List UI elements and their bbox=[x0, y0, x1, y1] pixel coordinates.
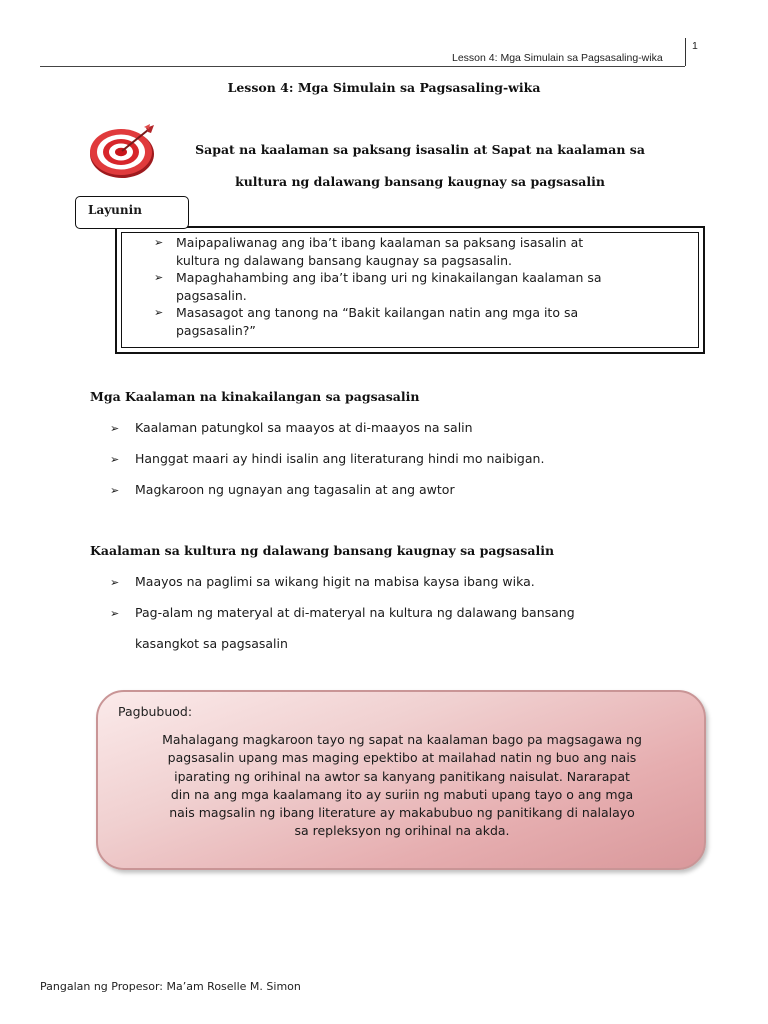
list-item-text: Magkaroon ng ugnayan ang tagasalin at ang awtor bbox=[135, 482, 455, 497]
objective-text: Maipapaliwanag ang iba’t ibang kaalaman sa paksang isasalin at bbox=[176, 235, 584, 250]
summary-line: Mahalagang magkaroon tayo ng sapat na kaalaman bago pa magsagawa ng bbox=[162, 732, 642, 747]
summary-label: Pagbubuod: bbox=[118, 704, 193, 719]
summary-paragraph bbox=[112, 731, 692, 841]
arrow-bullet-icon: ➢ bbox=[154, 236, 164, 249]
footer-professor: Pangalan ng Propesor: Ma’am Roselle M. Simon bbox=[40, 980, 301, 993]
objective-text-cont: pagsasalin. bbox=[176, 287, 247, 303]
section-heading-kaalaman: Mga Kaalaman na kinakailangan sa pagsasalin bbox=[90, 389, 420, 404]
list-item bbox=[110, 605, 575, 620]
list-item bbox=[110, 482, 455, 497]
arrow-bullet-icon: ➢ bbox=[154, 271, 164, 284]
arrow-bullet-icon: ➢ bbox=[154, 306, 164, 319]
subtitle-line-2: kultura ng dalawang bansang kaugnay sa pagsasalin bbox=[235, 174, 605, 189]
objective-text-cont: kultura ng dalawang bansang kaugnay sa pagsasalin. bbox=[176, 252, 512, 268]
list-item-continuation: kasangkot sa pagsasalin bbox=[135, 636, 288, 651]
objective-text-cont: pagsasalin?” bbox=[176, 322, 256, 338]
list-item-text: Kaalaman patungkol sa maayos at di-maayos na salin bbox=[135, 420, 473, 435]
summary-line: pagsasalin upang mas maging epektibo at mailahad natin ng buo ang nais bbox=[167, 750, 637, 766]
objective-text: Masasagot ang tanong na “Bakit kailangan natin ang mga ito sa bbox=[176, 305, 579, 320]
arrow-bullet-icon: ➢ bbox=[110, 422, 120, 435]
objectives-list bbox=[154, 234, 694, 339]
objective-text: Mapaghahambing ang iba’t ibang uri ng kinakailangan kaalaman sa bbox=[176, 270, 602, 285]
running-header: Lesson 4: Mga Simulain sa Pagsasaling-wika bbox=[452, 52, 663, 64]
section-heading-kultura: Kaalaman sa kultura ng dalawang bansang kaugnay sa pagsasalin bbox=[90, 543, 555, 558]
arrow-bullet-icon: ➢ bbox=[110, 607, 120, 620]
lesson-title: Lesson 4: Mga Simulain sa Pagsasaling-wika bbox=[227, 80, 541, 95]
objective-item bbox=[154, 304, 694, 339]
layunin-label: Layunin bbox=[88, 203, 142, 217]
page-number: 1 bbox=[692, 40, 698, 52]
page-number-divider bbox=[685, 38, 686, 66]
summary-line: iparating ng orihinal na awtor sa kanyang panitikang naisulat. Nararapat bbox=[174, 768, 630, 784]
arrow-bullet-icon: ➢ bbox=[110, 484, 120, 497]
list-item bbox=[110, 420, 473, 435]
list-item-text: Hanggat maari ay hindi isalin ang literaturang hindi mo naibigan. bbox=[135, 451, 545, 466]
arrow-bullet-icon: ➢ bbox=[110, 453, 120, 466]
objective-item bbox=[154, 269, 694, 304]
subtitle-line-1: Sapat na kaalaman sa paksang isasalin at Sapat na kaalaman sa bbox=[195, 142, 645, 157]
header-divider bbox=[40, 66, 685, 67]
list-item bbox=[110, 451, 544, 466]
list-item-text: Pag-alam ng materyal at di-materyal na kultura ng dalawang bansang bbox=[135, 605, 575, 620]
summary-line: din na ang mga kaalamang ito ay suriin ng mabuti upang tayo o ang mga bbox=[170, 786, 634, 802]
arrow-bullet-icon: ➢ bbox=[110, 576, 120, 589]
objective-item bbox=[154, 234, 694, 269]
list-item-text: Maayos na paglimi sa wikang higit na mabisa kaysa ibang wika. bbox=[135, 574, 535, 589]
list-item bbox=[110, 574, 535, 589]
summary-line: sa repleksyon ng orihinal na akda. bbox=[294, 823, 510, 839]
summary-line: nais magsalin ng ibang literature ay makabubuo ng panitikang di nalalayo bbox=[169, 805, 635, 821]
